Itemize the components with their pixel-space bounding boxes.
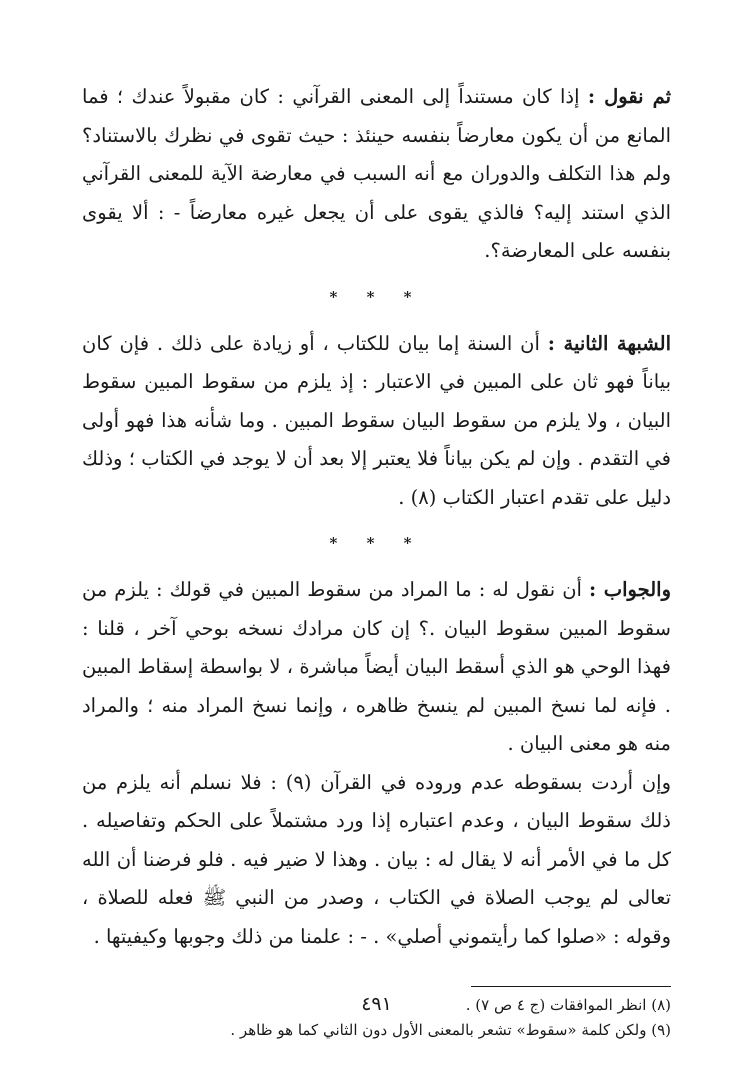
paragraph-1 [82, 78, 671, 271]
paragraph-text: أن السنة إما بيان للكتاب ، أو زيادة على ذلك . فإن كان بياناً فهو ثان على المبين في الاعتبار : إذ يلزم من سقوط المبين سقوط البيان ، ولا يلزم من سقوط البيان سقوط المبين . وما شأنه هذا فهو أولى في التقدم . وإن لم يكن بياناً فلا يعتبر إلا بعد أن لا يوجد في الكتاب ؛ وذلك دليل على تقدم اعتبار الكتاب (٨) . [82, 331, 672, 509]
section-separator: * * * [329, 534, 424, 552]
paragraph-lead: ثم نقول : [587, 85, 671, 108]
page-number: ٤٩١ [361, 993, 392, 1015]
paragraph-lead: الشبهة الثانية : [547, 331, 672, 355]
paragraph-3 [82, 571, 671, 764]
paragraph-lead: والجواب : [588, 578, 671, 601]
footnote-8: (٨) انظر الموافقات (ج ٤ ص ٧) . [465, 996, 671, 1014]
paragraph-4 [82, 764, 671, 957]
paragraph-2 [82, 325, 671, 518]
paragraph-text: وإن أردت بسقوطه عدم وروده في القرآن (٩) : فلا نسلم أنه يلزم من ذلك سقوط البيان ، وعدم اعتباره إذا ورد مشتملاً على الحكم وتفاصيله . كل ما في الأمر أنه لا يقال له : بيان . وهذا لا ضير فيه . فلو فرضنا أن الله تعالى لم يوجب الصلاة في الكتاب ، وصدر من النبي ﷺ فعله للصلاة ، وقوله : «صلوا كما رأيتموني أصلي» . - : علمنا من ذلك وجوبها وكيفيتها . [82, 770, 672, 948]
paragraph-text: إذا كان مستنداً إلى المعنى القرآني : كان مقبولاً عندك ؛ فما المانع من أن يكون معارضاً بنفسه حينئذ : حيث تقوى في نظرك بالاستناد؟ ولم هذا التكلف والدوران مع أنه السبب في معارضة الآية للمعنى القرآني الذي استند إليه؟ فالذي يقوى على أن يجعل غيره معارضاً - : ألا يقوى بنفسه على المعارضة؟. [82, 85, 671, 262]
section-separator: * * * [329, 287, 424, 306]
footnote-9: (٩) ولكن كلمة «سقوط» تشعر بالمعنى الأول دون الثاني كما هو ظاهر . [230, 1021, 671, 1039]
footnote-divider [471, 986, 671, 987]
paragraph-text: أن نقول له : ما المراد من سقوط المبين في قولك : يلزم من سقوط المبين سقوط البيان .؟ إن كان مرادك نسخه بوحي آخر ، قلنا : فهذا الوحي هو الذي أسقط البيان أيضاً مباشرة ، لا بواسطة إسقاط المبين . فإنه لما نسخ المبين لم ينسخ ظاهره ، وإنما نسخ المراد منه ؛ والمراد منه هو معنى البيان . [82, 578, 671, 755]
